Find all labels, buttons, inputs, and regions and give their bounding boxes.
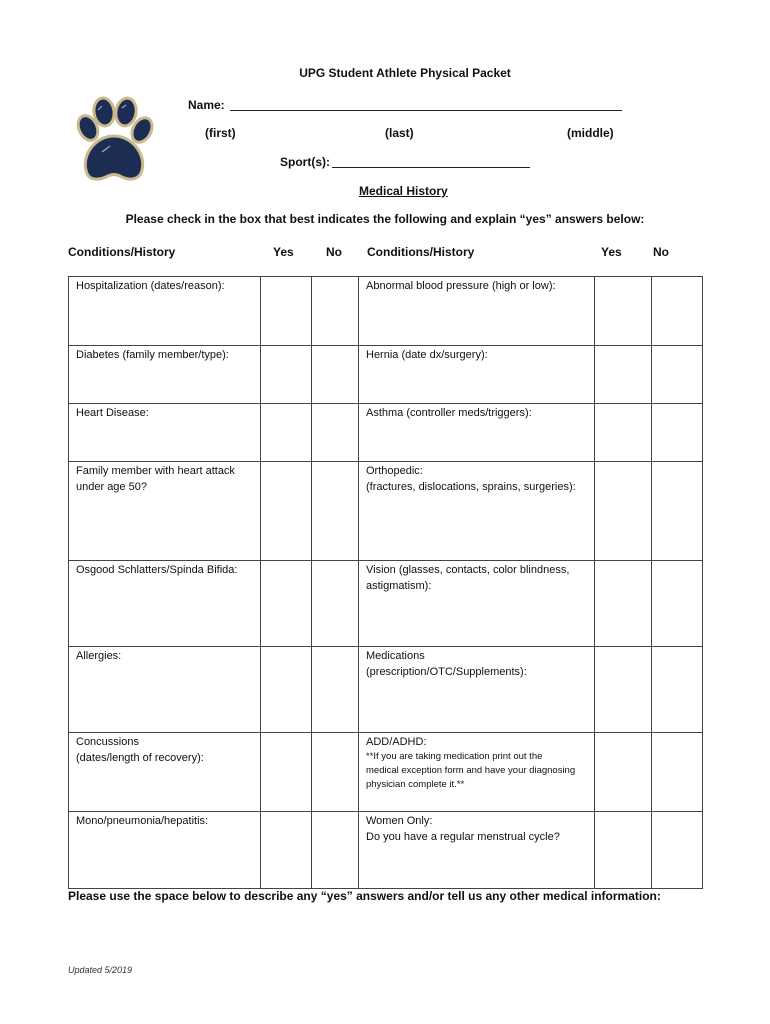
table-row	[69, 561, 703, 647]
right-condition-label: Women Only:	[366, 815, 433, 827]
right-yes-checkbox[interactable]	[595, 561, 652, 647]
left-yes-checkbox[interactable]	[261, 812, 312, 889]
right-condition-label: Vision (glasses, contacts, color blindness,	[366, 564, 570, 576]
last-name-label: (last)	[385, 126, 414, 140]
right-no-checkbox[interactable]	[652, 462, 703, 561]
right-yes-checkbox[interactable]	[595, 812, 652, 889]
right-condition-cell	[359, 462, 595, 561]
left-yes-checkbox[interactable]	[261, 346, 312, 404]
right-no-checkbox[interactable]	[652, 561, 703, 647]
right-yes-header: Yes	[601, 245, 622, 259]
left-no-header: No	[326, 245, 342, 259]
right-condition-label: Medications	[366, 650, 425, 662]
table-row	[69, 346, 703, 404]
left-condition-label: Concussions	[76, 736, 139, 748]
name-label: Name:	[188, 98, 225, 112]
left-no-checkbox[interactable]	[312, 812, 359, 889]
right-no-checkbox[interactable]	[652, 647, 703, 733]
right-yes-checkbox[interactable]	[595, 462, 652, 561]
left-condition-cell	[69, 346, 261, 404]
right-condition-cell	[359, 812, 595, 889]
left-yes-checkbox[interactable]	[261, 277, 312, 346]
right-condition-label: (fractures, dislocations, sprains, surgeries):	[366, 481, 576, 493]
left-no-checkbox[interactable]	[312, 733, 359, 812]
left-yes-checkbox[interactable]	[261, 462, 312, 561]
right-condition-label: Orthopedic:	[366, 465, 423, 477]
right-no-checkbox[interactable]	[652, 733, 703, 812]
table-row	[69, 277, 703, 346]
table-row	[69, 462, 703, 561]
right-condition-label: Asthma (controller meds/triggers):	[366, 407, 532, 419]
right-condition-cell	[359, 277, 595, 346]
left-condition-label: Heart Disease:	[76, 407, 149, 419]
sports-input-line[interactable]	[332, 167, 530, 168]
right-condition-label: Abnormal blood pressure (high or low):	[366, 280, 556, 292]
first-name-label: (first)	[205, 126, 236, 140]
left-condition-cell	[69, 812, 261, 889]
middle-name-label: (middle)	[567, 126, 614, 140]
right-condition-cell	[359, 561, 595, 647]
left-condition-label: Diabetes (family member/type):	[76, 349, 229, 361]
table-row	[69, 733, 703, 812]
left-condition-cell	[69, 404, 261, 462]
paw-logo-icon	[72, 96, 156, 188]
medical-history-table	[68, 276, 703, 889]
right-condition-cell	[359, 647, 595, 733]
left-condition-label: Allergies:	[76, 650, 122, 662]
updated-date: Updated 5/2019	[68, 965, 133, 975]
left-conditions-header: Conditions/History	[68, 245, 176, 259]
right-yes-checkbox[interactable]	[595, 346, 652, 404]
table-row	[69, 812, 703, 889]
left-no-checkbox[interactable]	[312, 462, 359, 561]
right-condition-label: astigmatism):	[366, 580, 432, 592]
right-conditions-header: Conditions/History	[367, 245, 475, 259]
left-condition-cell	[69, 733, 261, 812]
left-condition-label: Osgood Schlatters/Spinda Bifida:	[76, 564, 238, 576]
right-yes-checkbox[interactable]	[595, 404, 652, 462]
left-condition-label: under age 50?	[76, 481, 147, 493]
left-yes-header: Yes	[273, 245, 294, 259]
right-no-checkbox[interactable]	[652, 277, 703, 346]
left-no-checkbox[interactable]	[312, 277, 359, 346]
left-yes-checkbox[interactable]	[261, 404, 312, 462]
left-yes-checkbox[interactable]	[261, 561, 312, 647]
explain-yes-prompt: Please use the space below to describe any “yes” answers and/or tell us any other medical information:	[68, 889, 661, 903]
right-no-checkbox[interactable]	[652, 346, 703, 404]
right-condition-cell	[359, 733, 595, 812]
left-yes-checkbox[interactable]	[261, 647, 312, 733]
table-row	[69, 404, 703, 462]
medication-note: medical exception form and have your diagnosing	[366, 765, 576, 776]
left-condition-cell	[69, 647, 261, 733]
left-condition-label: Family member with heart attack	[76, 465, 235, 477]
left-yes-checkbox[interactable]	[261, 733, 312, 812]
right-condition-label: Do you have a regular menstrual cycle?	[366, 831, 560, 843]
left-no-checkbox[interactable]	[312, 404, 359, 462]
left-no-checkbox[interactable]	[312, 561, 359, 647]
left-condition-cell	[69, 277, 261, 346]
left-condition-label: (dates/length of recovery):	[76, 752, 204, 764]
left-condition-cell	[69, 561, 261, 647]
left-condition-label: Mono/pneumonia/hepatitis:	[76, 815, 209, 827]
right-yes-checkbox[interactable]	[595, 733, 652, 812]
right-condition-label: Hernia (date dx/surgery):	[366, 349, 488, 361]
right-condition-label: ADD/ADHD:	[366, 736, 427, 748]
right-condition-cell	[359, 404, 595, 462]
right-no-checkbox[interactable]	[652, 812, 703, 889]
left-condition-cell	[69, 462, 261, 561]
name-input-line[interactable]	[230, 110, 622, 111]
table-row	[69, 647, 703, 733]
right-yes-checkbox[interactable]	[595, 647, 652, 733]
page-title: UPG Student Athlete Physical Packet	[299, 66, 511, 80]
medication-note: **If you are taking medication print out the	[366, 751, 543, 762]
left-condition-label: Hospitalization (dates/reason):	[76, 280, 225, 292]
right-yes-checkbox[interactable]	[595, 277, 652, 346]
right-condition-label: (prescription/OTC/Supplements):	[366, 666, 527, 678]
left-no-checkbox[interactable]	[312, 647, 359, 733]
sports-label: Sport(s):	[280, 155, 330, 169]
section-title: Medical History	[359, 184, 448, 198]
instructions-text: Please check in the box that best indicates the following and explain “yes” answers below:	[125, 212, 645, 226]
right-condition-cell	[359, 346, 595, 404]
right-no-checkbox[interactable]	[652, 404, 703, 462]
medication-note: physician complete it.**	[366, 779, 465, 790]
right-no-header: No	[653, 245, 669, 259]
left-no-checkbox[interactable]	[312, 346, 359, 404]
